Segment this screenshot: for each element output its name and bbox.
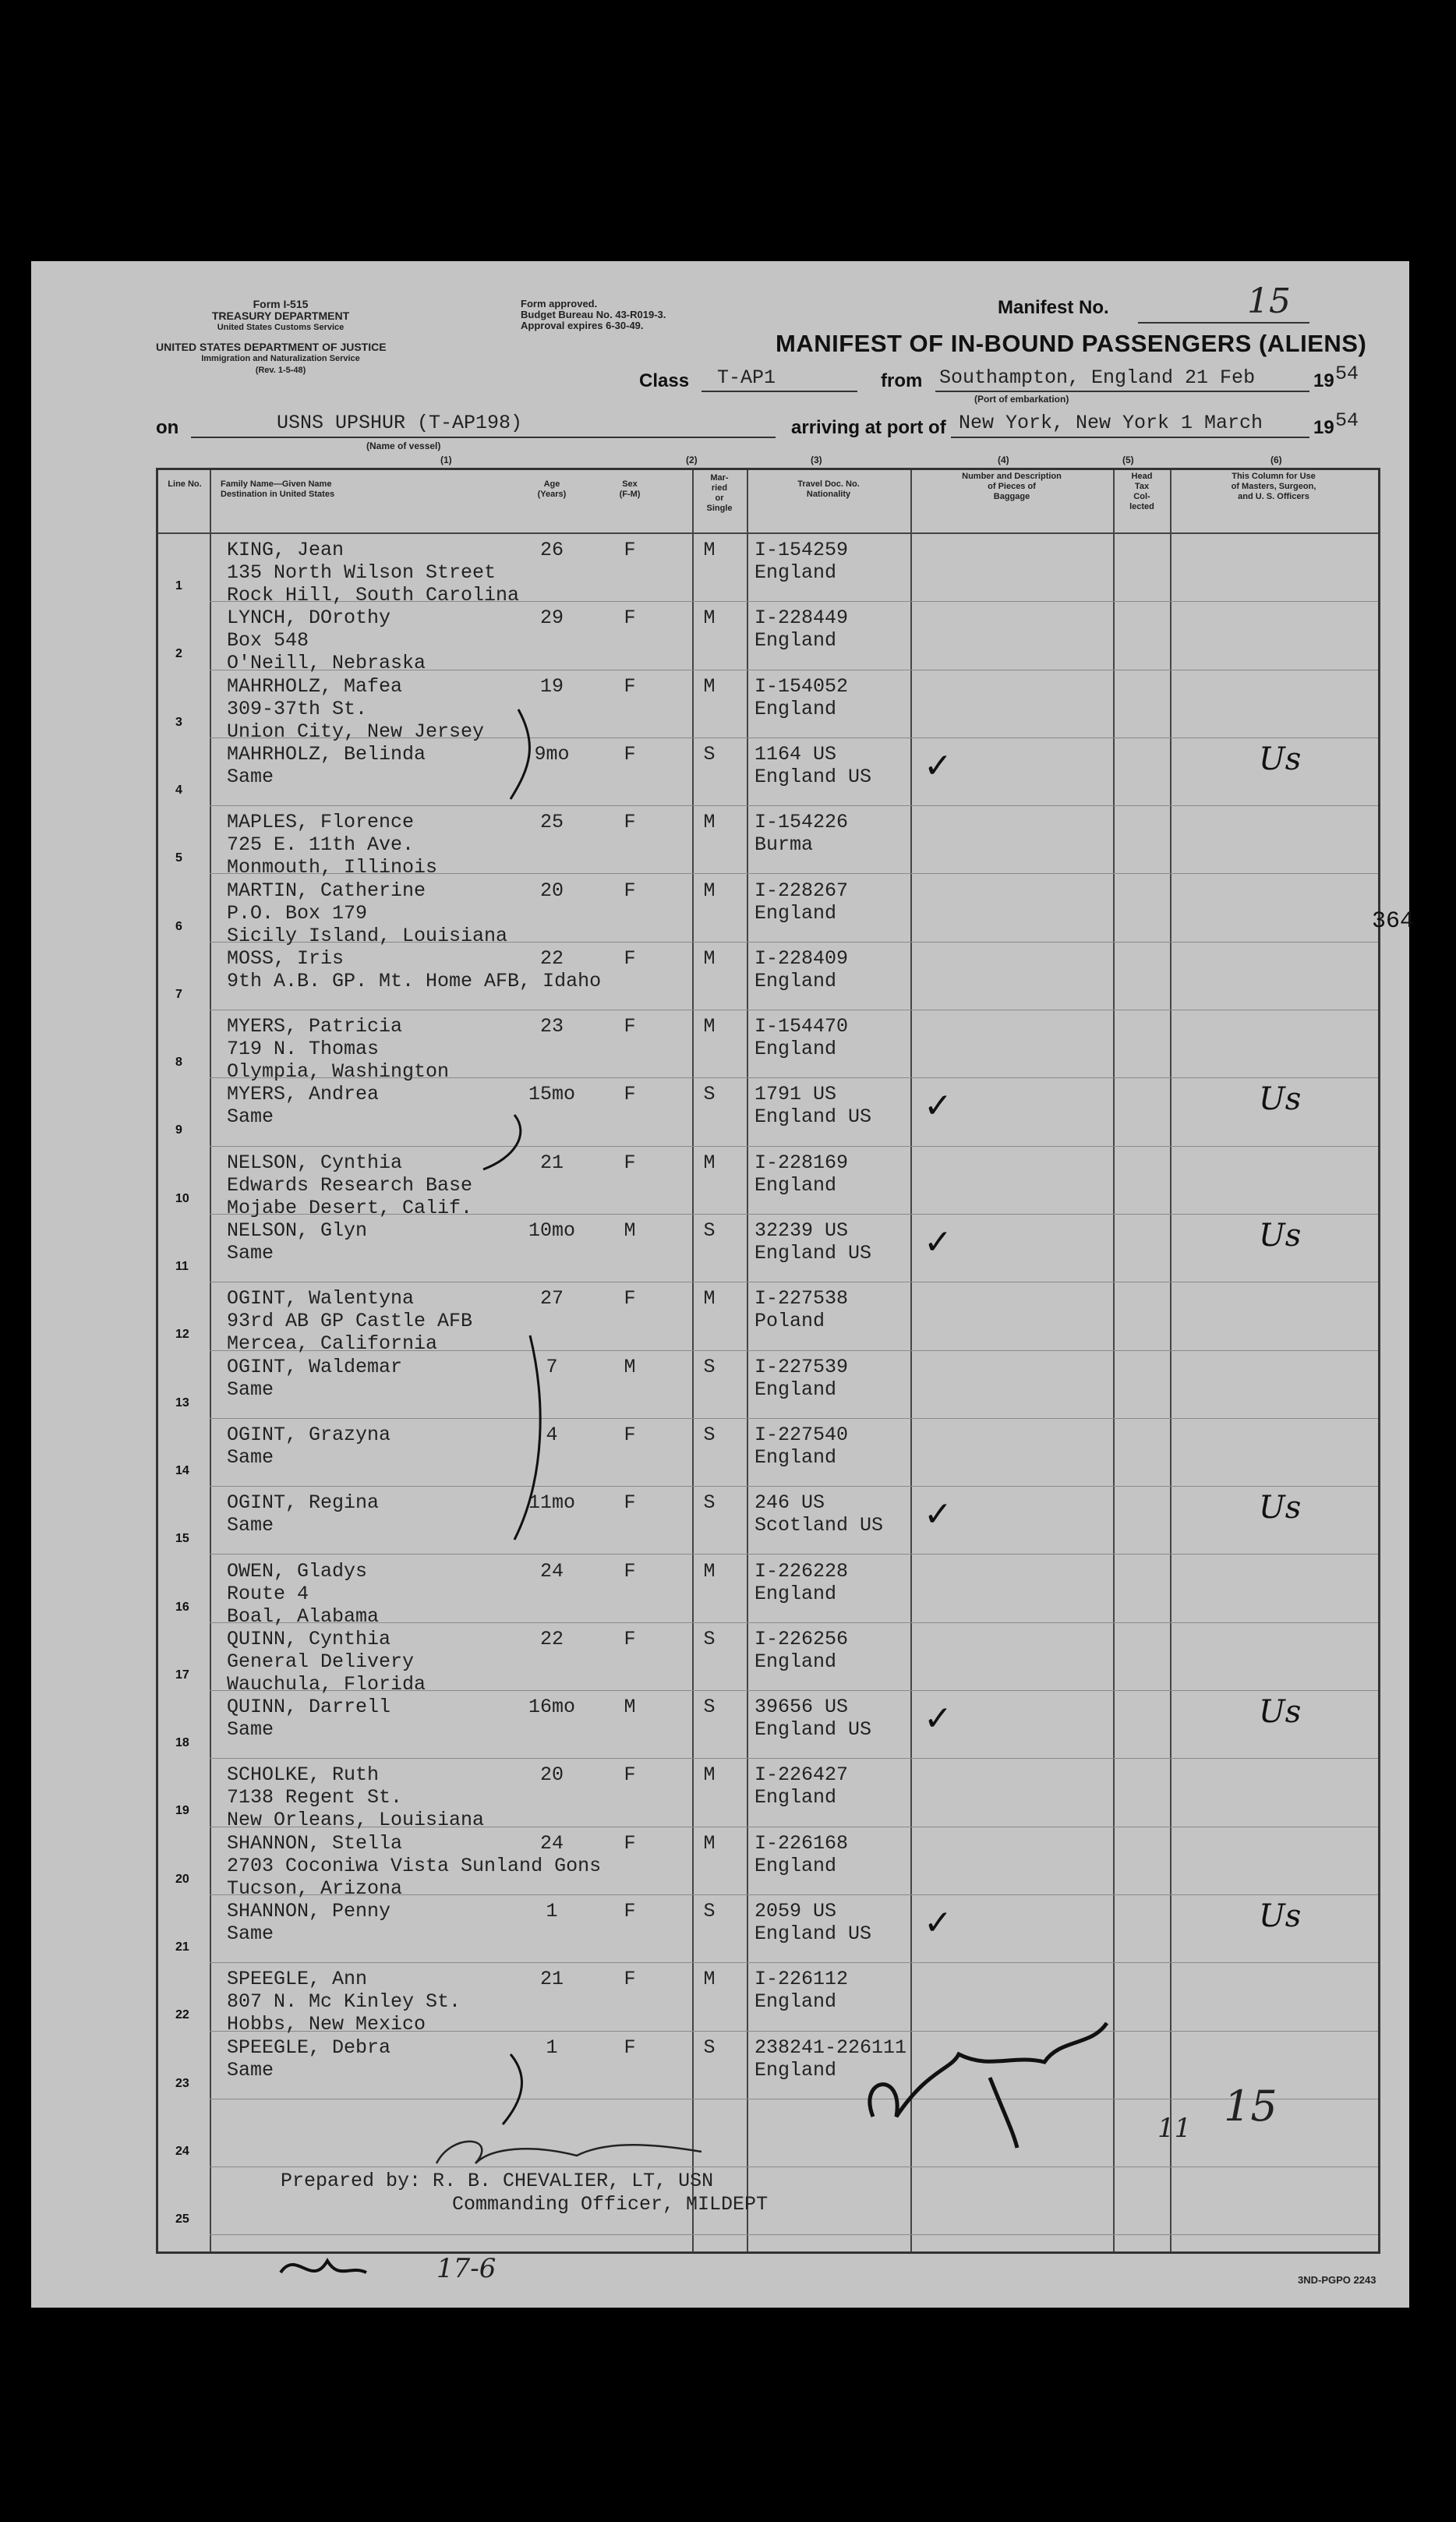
marital-status: M [703, 1151, 716, 1174]
sex-value: F [624, 2036, 636, 2059]
sex-value: F [624, 1423, 636, 1446]
treasury-label: TREASURY DEPARTMENT [211, 310, 350, 322]
line-number: 3 [175, 715, 182, 729]
passenger-name: SHANNON, Stella 2703 Coconiwa Vista Sunland Gons Tucson, Arizona [227, 1831, 602, 1900]
sex-value: F [624, 879, 636, 902]
handwriting-overlay [31, 261, 1409, 2308]
margin-number: 364 [1372, 908, 1415, 935]
column-number: (6) [1270, 455, 1282, 465]
baggage-check-mark: ✓ [924, 1699, 952, 1739]
passenger-name: OWEN, Gladys Route 4 Boal, Alabama [227, 1559, 380, 1628]
age-value: 15mo [528, 1083, 575, 1106]
sex-value: F [624, 1968, 636, 1991]
class-value: T-AP1 [717, 366, 776, 389]
passenger-name: MYERS, Andrea Same [227, 1083, 380, 1129]
marital-status: M [703, 1287, 716, 1311]
passenger-name: KING, Jean 135 North Wilson Street Rock Hill, South Carolina [227, 539, 520, 607]
prepared-by: Prepared by: R. B. CHEVALIER, LT, USN [281, 2170, 714, 2192]
travel-doc: I-228267 England [755, 879, 849, 925]
count-mark: 15 [1224, 2082, 1278, 2131]
line-number: 10 [175, 1191, 189, 1205]
rev-label: (Rev. 1-5-48) [255, 366, 306, 375]
arriving-year: 54 [1335, 409, 1359, 432]
age-value: 21 [539, 1151, 564, 1174]
sex-value: M [624, 1355, 636, 1378]
line-number: 9 [175, 1123, 182, 1137]
age-value: 29 [539, 607, 564, 630]
line-number: 22 [175, 2008, 189, 2022]
marital-status: S [703, 742, 716, 766]
manifest-page [31, 261, 1415, 2308]
baggage-check-mark: ✓ [924, 1222, 952, 1262]
marital-status: M [703, 1763, 716, 1787]
age-value: 1 [546, 2036, 558, 2059]
marital-status: M [703, 1968, 716, 1991]
travel-doc: 246 US Scotland US [755, 1491, 884, 1537]
age-value: 19 [539, 674, 564, 698]
passenger-name: OGINT, Grazyna Same [227, 1423, 391, 1469]
age-value: 25 [539, 811, 564, 834]
passenger-name: OGINT, Regina Same [227, 1491, 380, 1537]
baggage-check-mark: ✓ [924, 1903, 952, 1943]
marital-status: S [703, 1627, 716, 1650]
marital-status: M [703, 1831, 716, 1855]
passenger-name: MOSS, Iris 9th A.B. GP. Mt. Home AFB, Idaho [227, 946, 602, 992]
age-value: 23 [539, 1015, 564, 1038]
age-value: 7 [546, 1355, 558, 1378]
travel-doc: I-226427 England [755, 1763, 849, 1809]
passenger-name: MARTIN, Catherine P.O. Box 179 Sicily Island, Louisiana [227, 879, 508, 947]
sex-value: F [624, 1151, 636, 1174]
marital-status: S [703, 1696, 716, 1719]
marital-status: M [703, 879, 716, 902]
travel-doc: 2059 US England US [755, 1900, 872, 1945]
line-number: 12 [175, 1328, 189, 1342]
travel-doc: 1164 US England US [755, 742, 872, 788]
officer-title: Commanding Officer, MILDEPT [452, 2193, 769, 2216]
travel-doc: I-228169 England [755, 1151, 849, 1197]
travel-doc: I-226256 England [755, 1627, 849, 1673]
passenger-name: QUINN, Darrell Same [227, 1696, 391, 1742]
travel-doc: I-154052 England [755, 674, 849, 720]
port-note: (Port of embarkation) [974, 394, 1069, 405]
line-number: 16 [175, 1600, 189, 1614]
vessel-name: USNS UPSHUR (T-AP198) [277, 412, 523, 434]
marital-status: M [703, 539, 716, 561]
passenger-name: SHANNON, Penny Same [227, 1900, 391, 1945]
line-number: 5 [175, 851, 182, 865]
sex-value: F [624, 674, 636, 698]
line-number: 8 [175, 1056, 182, 1070]
bracket-mark [511, 709, 529, 799]
passenger-name: MAPLES, Florence 725 E. 11th Ave. Monmouth, Illinois [227, 811, 438, 879]
passenger-name: OGINT, Walentyna 93rd AB GP Castle AFB Mercea, California [227, 1287, 473, 1356]
column-number: (1) [440, 455, 452, 465]
baggage-check-mark: ✓ [924, 1494, 952, 1535]
marital-status: S [703, 1083, 716, 1106]
vessel-note: (Name of vessel) [366, 440, 441, 451]
travel-doc: I-154259 England [755, 539, 849, 584]
sex-value: F [624, 742, 636, 766]
travel-doc: I-226112 England [755, 1968, 849, 2014]
travel-doc: I-154470 England [755, 1015, 849, 1061]
justice-label: UNITED STATES DEPARTMENT OF JUSTICE [156, 341, 387, 353]
line-number: 11 [175, 1260, 189, 1273]
arriving-label: arriving at port of [791, 417, 946, 438]
marital-status: S [703, 1491, 716, 1515]
officer-note: Us [1259, 1490, 1302, 1526]
line-number: 4 [175, 783, 182, 797]
marital-status: S [703, 1219, 716, 1242]
age-value: 22 [539, 946, 564, 970]
from-year: 54 [1335, 363, 1359, 385]
passenger-name: SCHOLKE, Ruth 7138 Regent St. New Orleans, Louisiana [227, 1763, 485, 1832]
travel-doc: 32239 US England US [755, 1219, 872, 1265]
age-value: 22 [539, 1627, 564, 1650]
column-header-officers: This Column for Use of Masters, Surgeon, and U. S. Officers [1231, 472, 1316, 501]
sex-value: M [624, 1696, 636, 1719]
sex-value: F [624, 1491, 636, 1515]
manifest-no-label: Manifest No. [998, 297, 1109, 318]
line-number: 14 [175, 1463, 189, 1477]
age-value: 24 [539, 1831, 564, 1855]
age-value: 21 [539, 1968, 564, 1991]
line-number: 24 [175, 2144, 189, 2158]
manifest-title: MANIFEST OF IN-BOUND PASSENGERS (ALIENS) [776, 330, 1367, 357]
approval-line: Form approved. [521, 298, 598, 310]
passenger-name: MAHRHOLZ, Belinda Same [227, 742, 426, 788]
from-year-prefix: 19 [1313, 370, 1334, 391]
travel-doc: I-154226 Burma [755, 811, 849, 857]
passenger-name: LYNCH, DOrothy Box 548 O'Neill, Nebraska [227, 607, 426, 675]
officer-note: Us [1259, 1694, 1302, 1731]
marital-status: S [703, 1423, 716, 1446]
column-header-line-no: Line No. [168, 479, 202, 489]
bracket-mark [503, 2054, 521, 2124]
manifest-no-value: 15 [1247, 281, 1291, 321]
travel-doc: 238241-226111 England [755, 2036, 907, 2082]
officer-note: Us [1259, 1898, 1302, 1934]
age-value: 26 [539, 539, 564, 561]
line-number: 23 [175, 2076, 189, 2090]
passenger-name: OGINT, Waldemar Same [227, 1355, 403, 1401]
travel-doc: I-227540 England [755, 1423, 849, 1469]
travel-doc: I-228449 England [755, 607, 849, 653]
column-header-doc: Travel Doc. No. Nationality [797, 479, 860, 499]
line-number: 20 [175, 1872, 189, 1886]
line-number: 19 [175, 1804, 189, 1818]
bottom-left-note: 17-6 [436, 2253, 497, 2284]
sex-value: F [624, 1900, 636, 1922]
sex-value: F [624, 1287, 636, 1311]
sex-value: F [624, 1627, 636, 1650]
passenger-name: SPEEGLE, Ann 807 N. Mc Kinley St. Hobbs, New Mexico [227, 1968, 461, 2036]
sex-value: F [624, 607, 636, 630]
passenger-name: QUINN, Cynthia General Delivery Wauchula, Florida [227, 1627, 426, 1696]
travel-doc: I-226168 England [755, 1831, 849, 1877]
sex-value: F [624, 1831, 636, 1855]
column-header-name: Family Name—Given Name Destination in United States [221, 479, 335, 499]
arriving-value: New York, New York 1 March [959, 412, 1263, 434]
arriving-year-prefix: 19 [1313, 417, 1334, 438]
line-number: 13 [175, 1395, 189, 1410]
signature-inspector [870, 2023, 1107, 2148]
initials-mark [281, 2261, 366, 2273]
line-number: 7 [175, 987, 182, 1001]
sex-value: F [624, 1559, 636, 1583]
from-label: from [881, 370, 923, 391]
column-number: (2) [686, 455, 698, 465]
sex-value: F [624, 811, 636, 834]
column-header-age: Age (Years) [537, 479, 567, 499]
class-label: Class [639, 370, 690, 391]
age-value: 11mo [528, 1491, 575, 1515]
ins-label: Immigration and Naturalization Service [201, 354, 360, 363]
column-header-married: Mar- ried or Single [706, 473, 733, 513]
age-value: 27 [539, 1287, 564, 1311]
approval-line: Approval expires 6-30-49. [521, 320, 644, 331]
age-value: 10mo [528, 1219, 575, 1242]
customs-label: United States Customs Service [217, 323, 345, 332]
form-number: Form I-515 [253, 298, 309, 310]
sex-value: F [624, 946, 636, 970]
age-value: 20 [539, 1763, 564, 1787]
on-label: on [156, 417, 179, 438]
marital-status: M [703, 811, 716, 834]
column-number: (3) [811, 455, 822, 465]
officer-note: Us [1259, 1218, 1302, 1254]
marital-status: M [703, 607, 716, 630]
column-header-sex: Sex (F-M) [619, 479, 641, 499]
travel-doc: 1791 US England US [755, 1083, 872, 1129]
officer-note: Us [1259, 1081, 1302, 1118]
age-value: 16mo [528, 1696, 575, 1719]
line-number: 21 [175, 1940, 189, 1954]
form-code: 3ND-PGPO 2243 [1298, 2274, 1376, 2286]
column-header-tax: Head Tax Col- lected [1129, 472, 1154, 511]
column-header-baggage: Number and Description of Pieces of Baggage [962, 472, 1062, 501]
passenger-name: MYERS, Patricia 719 N. Thomas Olympia, Washington [227, 1015, 450, 1084]
line-number: 6 [175, 919, 182, 933]
marital-status: M [703, 946, 716, 970]
officer-note: Us [1259, 741, 1302, 777]
signature-chevalier [436, 2142, 701, 2163]
from-value: Southampton, England 21 Feb [939, 366, 1256, 389]
bracket-mark [483, 1115, 521, 1169]
baggage-check-mark: ✓ [924, 745, 952, 786]
passenger-name: MAHRHOLZ, Mafea 309-37th St. Union City, New Jersey [227, 674, 485, 743]
approval-line: Budget Bureau No. 43-R019-3. [521, 309, 666, 320]
marital-status: S [703, 1355, 716, 1378]
passenger-name: NELSON, Cynthia Edwards Research Base Mojabe Desert, Calif. [227, 1151, 473, 1219]
column-number: (5) [1122, 455, 1134, 465]
line-number: 1 [175, 579, 182, 592]
sex-value: F [624, 1083, 636, 1106]
marital-status: M [703, 674, 716, 698]
passenger-name: SPEEGLE, Debra Same [227, 2036, 391, 2082]
travel-doc: I-227539 England [755, 1355, 849, 1401]
age-value: 4 [546, 1423, 558, 1446]
line-number: 2 [175, 647, 182, 661]
travel-doc: I-227538 Poland [755, 1287, 849, 1333]
line-number: 18 [175, 1736, 189, 1750]
travel-doc: I-226228 England [755, 1559, 849, 1605]
line-number: 15 [175, 1532, 189, 1546]
travel-doc: 39656 US England US [755, 1696, 872, 1742]
column-number: (4) [998, 455, 1009, 465]
age-value: 20 [539, 879, 564, 902]
line-number: 25 [175, 2212, 189, 2227]
bracket-mark [514, 1335, 540, 1540]
sex-value: F [624, 539, 636, 561]
sex-value: M [624, 1219, 636, 1242]
age-value: 1 [546, 1900, 558, 1922]
sex-value: F [624, 1763, 636, 1787]
count-prefix: 11 [1157, 2113, 1192, 2144]
marital-status: M [703, 1559, 716, 1583]
age-value: 24 [539, 1559, 564, 1583]
marital-status: S [703, 2036, 716, 2059]
travel-doc: I-228409 England [755, 946, 849, 992]
baggage-check-mark: ✓ [924, 1086, 952, 1127]
sex-value: F [624, 1015, 636, 1038]
age-value: 9mo [534, 742, 570, 766]
passenger-name: NELSON, Glyn Same [227, 1219, 368, 1265]
marital-status: M [703, 1015, 716, 1038]
marital-status: S [703, 1900, 716, 1922]
line-number: 17 [175, 1668, 189, 1682]
